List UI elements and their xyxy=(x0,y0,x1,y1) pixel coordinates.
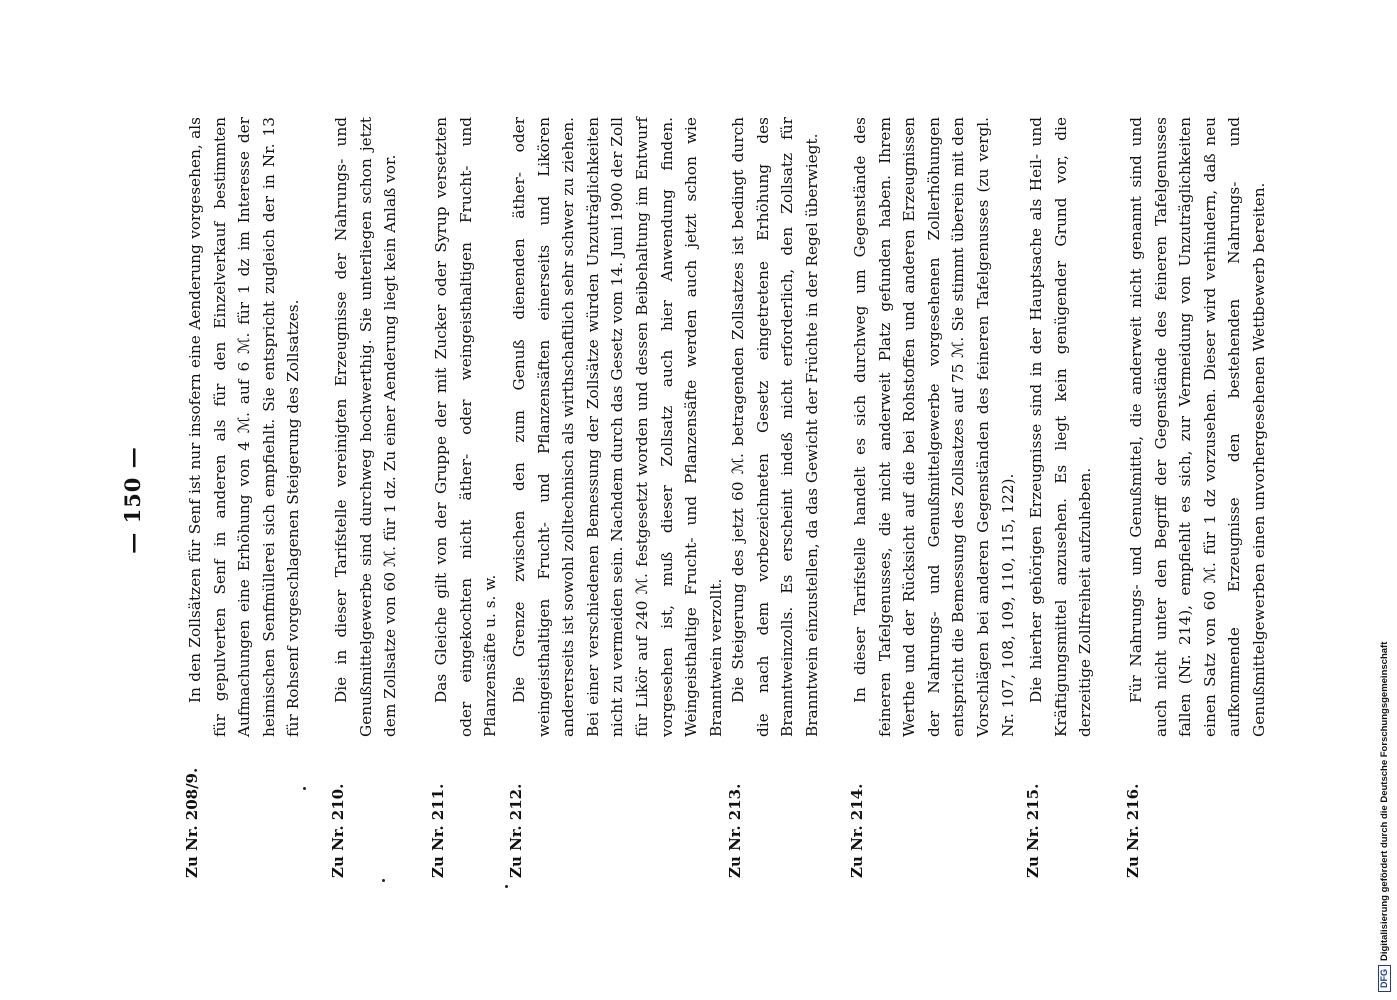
watermark-text: Digitalisierung gefördert durch die Deutsche Forschungsgemeinschaft xyxy=(1378,641,1390,961)
print-speck xyxy=(382,879,385,882)
section-text: Die hierher gehörigen Erzeugnisse sind in der Hauptsache als Heil- und Kräftigungsmittel anzusehen. Es liegt kein genügender Grund vor, die derzeitige Zollfreiheit aufzuheben. xyxy=(1027,117,1095,737)
section-text: Die in dieser Tarifstelle vereinigten Erzeugnisse der Nahrungs- und Genußmittelgewerbe sind durchweg hochwerthig. Sie unterliegen schon jetzt dem Zollsatze von 60 ℳ. für 1 dz. Zu einer Aenderung liegt kein Anlaß vor. xyxy=(332,117,400,737)
section-label: Zu Nr. 216. xyxy=(1124,783,1142,878)
section-text: In den Zollsätzen für Senf ist nur insofern eine Aenderung vorgesehen, als für gepulverten Senf in anderen als für den Einzelverkauf bestimmten Aufmachungen eine Erhöhung von 4 ℳ. auf 6 ℳ. für 1 dz im Interesse der heimischen Senfmüllerei sich empfiehlt. Sie entspricht zugleich der in Nr. 13 für Rohsenf vorgeschlagenen Steigerung des Zollsatzes. xyxy=(186,117,303,737)
section-label: Zu Nr. 210. xyxy=(329,783,347,878)
section-label: Zu Nr. 215. xyxy=(1024,783,1042,878)
section-text: Die Steigerung des jetzt 60 ℳ. betragenden Zollsatzes ist bedingt durch die nach dem vorbezeichneten Gesetz eingetretene Erhöhung des Branntweinzolls. Es erscheint indeß nicht erforderlich, den Zollsatz für Branntwein einzustellen, da das Gewicht der Früchte in der Regel überwiegt. xyxy=(729,117,821,737)
section-label: Zu Nr. 212. xyxy=(507,783,525,878)
page-number: — 150 — xyxy=(120,446,145,554)
print-speck xyxy=(505,885,508,888)
dfg-logo-badge: DFG xyxy=(1378,965,1391,992)
section-text: In dieser Tarifstelle handelt es sich durchweg um Gegenstände des feineren Tafelgenusses, die nicht anderweit Platz gefunden haben. Ihrem Werthe und der Rücksicht auf die bei Rohstoffen und anderen Erzeugnissen der Nahrungs- und Genußmittelgewerbe vorgesehenen Zollerhöhungen entspricht die Bemessung des Zollsatzes auf 75 ℳ. Sie stimmt überein mit den Vorschlägen bei anderen Gegenständen des feineren Tafelgenusses (zu vergl. Nr. 107, 108, 109, 110, 115, 122). xyxy=(851,117,1017,737)
digitization-watermark xyxy=(1377,8,1391,992)
section-label: Zu Nr. 213. xyxy=(726,783,744,878)
section-text: Die Grenze zwischen den zum Genuß dienenden äther- oder weingeisthaltigen Frucht- und Pflanzensäften einerseits und Likören andererseits ist sowohl zolltechnisch als wirthschaftlich sehr schwer zu ziehen. Bei einer verschiedenen Bemessung der Zollsätze würden Unzuträglichkeiten nicht zu vermeiden sein. Nachdem durch das Gesetz vom 14. Juni 1900 der Zoll für Likör auf 240 ℳ. festgesetzt worden und dessen Beibehaltung im Entwurf vorgesehen ist, muß dieser Zollsatz auch hier Anwendung finden. Weingeisthaltige Frucht- und Pflanzensäfte werden auch jetzt schon wie Branntwein verzollt. xyxy=(510,116,725,737)
section-text: Das Gleiche gilt von der Gruppe der mit Zucker oder Syrup versetzten oder eingekochten nicht äther- oder weingeisthaltigen Frucht- und Pflanzensäfte u. s. w. xyxy=(432,117,500,737)
section-text: Für Nahrungs- und Genußmittel, die anderweit nicht genannt sind und auch nicht unter den Begriff der Gegenstände des feineren Tafelgenusses fallen (Nr. 214), empfiehlt es sich, zur Vermeidung von Unzuträglichkeiten einen Satz von 60 ℳ. für 1 dz vorzusehen. Dieser wird verhindern, daß neu aufkommende Erzeugnisse den bestehenden Nahrungs- und Genußmittelgewerben einen unvorhergesehenen Wettbewerb bereiten. xyxy=(1127,117,1268,737)
section-label: Zu Nr. 211. xyxy=(429,783,447,878)
print-speck xyxy=(303,787,306,790)
section-label: Zu Nr. 214. xyxy=(848,783,866,878)
section-label: Zu Nr. 208/9. xyxy=(183,767,201,878)
